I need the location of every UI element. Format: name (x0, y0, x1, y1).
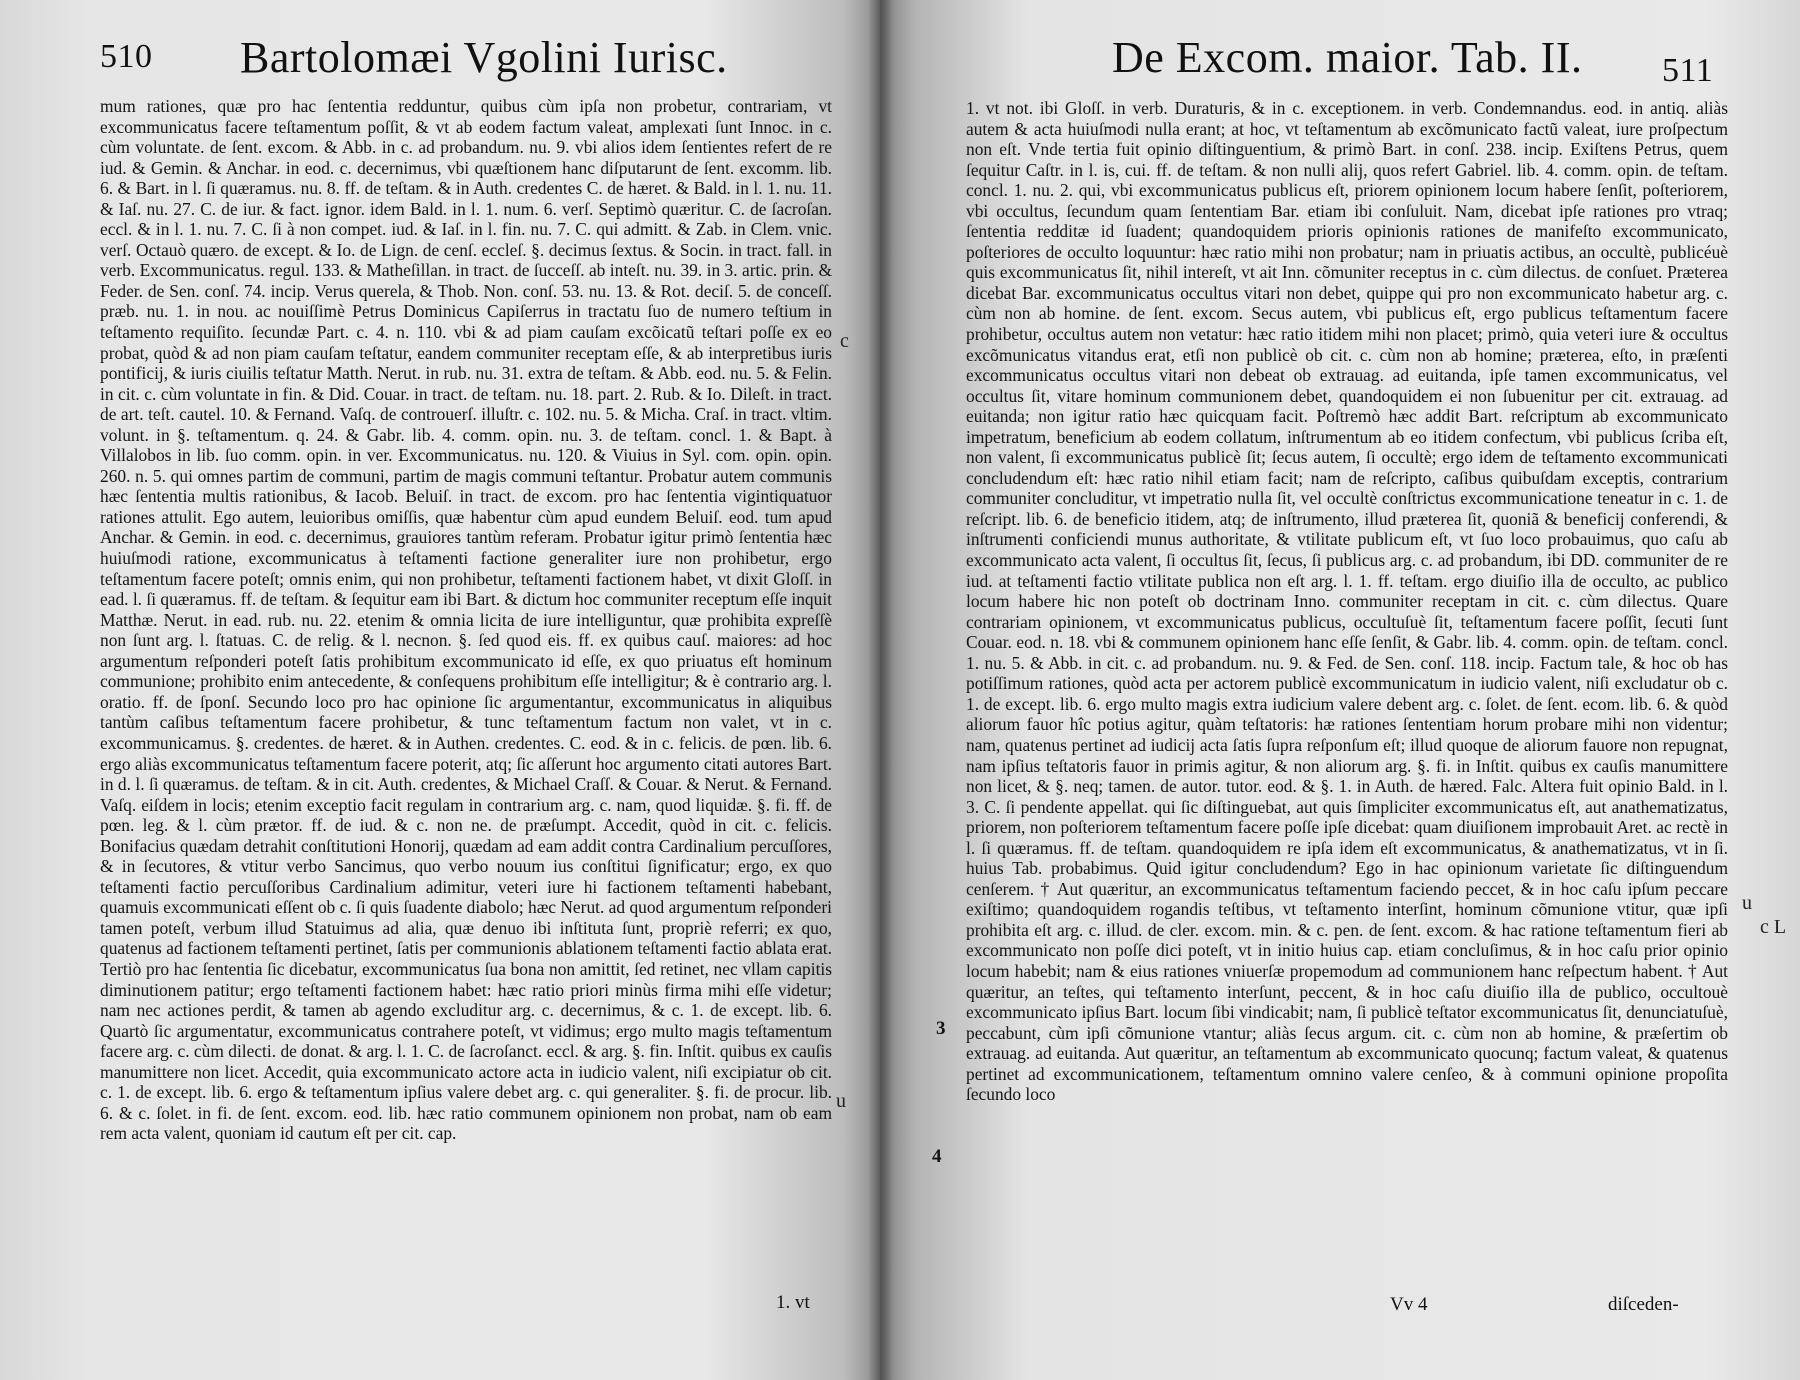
right-page (880, 0, 1800, 1380)
body-text: mum rationes, quæ pro hac ſententia redduntur, quibus cùm ipſa non probetur, contrariam, vt excommunicatus facere teſtamentum poſſit, & vt ab eodem factum valeat, amplexati ſunt Innoc. in c. cùm voluntate. de ſent. excom. & Abb. in c. ad probandum. nu. 9. vbi alios idem ſentientes refert de re iud. & Gemin. & Anchar. in eod. c. decernimus, vbi quæſtionem hanc diſputarunt de ſent. excomm. lib. 6. & Bart. in l. ſi quæramus. nu. 8. ff. de teſtam. & in Auth. credentes C. de hæret. & Bald. in l. 1. nu. 11. & Iaſ. nu. 27. C. de iur. & fact. ignor. idem Bald. in l. 1. num. 6. verſ. Septimò quæritur. C. de ſacroſan. eccl. & in l. 1. nu. 7. C. ſi à non compet. iud. & Iaſ. in l. fin. nu. 7. C. qui admitt. & Zab. in Clem. vnic. verſ. Octauò quæro. de except. & Io. de Lign. de cenſ. eccleſ. §. decimus ſextus. & Socin. in tract. fall. in verb. Excommunicatus. regul. 133. & Matheſillan. in tract. de ſucceſſ. ab inteſt. nu. 39. in 3. artic. prin. & Feder. de Sen. conſ. 74. incip. Verus querela, & Thob. Non. conſ. 53. nu. 13. & Rot. deciſ. 5. de conceſſ. præb. nu. 1. in nou. ac nouiſſimè Petrus Dominicus Capiſerrus in tractatu ſuo de numero teſtium in teſtamento requiſito. ſecundæ Part. c. 4. n. 110. vbi & ad piam cauſam excõicatũ teſtari poſſe ex eo probat, quòd & ad non piam cauſam teſtatur, eandem communiter receptam eſſe, & ab interpretibus iuris pontificij, & iuris ciuilis teſtatur Matth. Nerut. in rub. nu. 31. extra de teſtam. & Abb. eod. nu. 5. & Felin. in cit. c. cùm voluntate in fin. & Did. Couar. in tract. de teſtam. nu. 18. part. 2. Rub. & Io. Dileſt. in tract. de art. teſt. cautel. 10. & Fernand. Vaſq. de controuerſ. illuſtr. c. 102. nu. 5. & Micha. Craſ. in tract. vltim. volunt. in §. teſtamentum. q. 24. & Gabr. lib. 4. comm. opin. nu. 3. de teſtam. concl. 1. & Bapt. à Villalobos in lib. ſuo comm. opin. in ver. Excommunicatus. nu. 120. & Viuius in Syl. com. opin. opin. 260. n. 5. qui omnes partim de communi, partim de magis communi teſtantur. Probatur autem communis hæc ſententia multis rationibus, & Iacob. Beluiſ. in tract. de excom. pro hac ſententia vigintiquatuor rationes attulit. Ego autem, leuioribus omiſſis, quæ habentur cùm apud eundem Beluiſ. eod. tum apud Anchar. & Gemin. in eod. c. decernimus, grauiores tantùm referam. Probatur igitur primò ſententia hæc huiuſmodi ratione, excommunicatus à teſtamenti factione generaliter iure non prohibetur, ergo teſtamentum facere poteſt; omnis enim, qui non prohibetur, teſtamenti factionem habet, vt dixit Gloſſ. in ead. l. ſi quæramus. ff. de teſtam. & ſequitur eam ibi Bart. & dictum hoc communiter receptum eſſe inquit Matthæ. Nerut. in ead. rub. nu. 22. etenim & omnia licita de iure intelliguntur, quæ prohibita expreſſè non ſunt arg. l. ſtatuas. C. de relig. & l. necnon. §. ſed quod eis. ff. ex quibus cauſ. maiores: ad hoc argumentum reſponderi poteſt ſatis prohibitum excommunicato id eſſe, ex quo priuatus eſt hominum communione; prohibito enim antecedente, & conſequens prohibitum eſſe intelligitur; & è contrario arg. l. oratio. ff. de ſponſ. Secundo loco pro hac opinione ſic argumentantur, excommunicatus in aliquibus tantùm caſibus teſtamentum facere prohibetur, & tunc teſtamentum factum non valet, vt in c. excommunicamus. §. credentes. de hæret. & in Authen. credentes. C. eod. & in c. felicis. de pœn. lib. 6. ergo aliàs excommunicatus teſtamentum facere poterit, atq; ſic aſſerunt hoc argumento citati autores Bart. in d. l. ſi quæramus. de teſtam. & in cit. Auth. credentes, & Michael Craſſ. & Couar. & Nerut. & Fernand. Vaſq. eiſdem in locis; etenim exceptio facit regulam in contrarium arg. c. nam, quod liquidæ. §. fi. ff. de pœn. leg. & l. cùm prætor. ff. de iud. & c. non ne. de præſumpt. Accedit, quòd in cit. c. felicis. Bonifacius quædam detrahit conſtitutioni Honorij, quædam ad eam addit contra Cardinalium percuſſores, & in ſecutores, & vtitur verbo Sancimus, quo verbo nouum ius conſtitui ſignificatur; ergo, ex quo teſtamenti factio percuſſoribus Cardinalium adimitur, veteri iure hi factionem teſtamenti habebant, quamuis excommunicati eſſent ob c. ſi quis ſuadente diabolo; hæc Nerut. ad quod argumentum reſponderi tamen poteſt, verbum illud Statuimus ad alia, quæ denuo ibi inſtituta ſunt, propriè referri; ex quo, quatenus ad factionem teſtamenti pertinet, ſatis per communionis ablationem teſtamenti factio ablata erat. Tertiò pro hac ſententia ſic dicebatur, excommunicatus ſua bona non amittit, ſed retinet, nec vllam capitis diminutionem patitur; ergo teſtamenti factionem habet: hæc ratio priori minùs firma mihi eſſe videtur; nam nec actiones perdit, & tamen ab agendo excluditur arg. c. decernimus, & c. 1. de except. lib. 6. Quartò ſic argumentatur, excommunicatus contrahere poteſt, vt vidimus; ergo multo magis teſtamentum facere arg. c. cùm dilecti. de donat. & arg. l. 1. C. de ſacroſanct. eccl. & arg. §. fin. Inſtit. quibus ex cauſis manumittere non licet. Accedit, quia excommunicato actore acta in iudicio valent, niſi excipiatur ob cit. c. 1. de except. lib. 6. ergo & teſtamentum ipſius valere debet arg. c. qui generaliter. §. fi. de procur. lib. 6. & c. ſolet. in fi. de ſent. excom. eod. lib. hæc ratio communem opinionem non probat, nam ob eam rem acta valent, quoniam id cautum eſt per cit. cap. (100, 96, 832, 1144)
margin-note: u (836, 1090, 846, 1112)
page-number: 510 (100, 38, 153, 75)
text-column (966, 98, 1728, 1288)
signature-mark: Vv 4 (1390, 1294, 1428, 1315)
running-head: Bartolomæi Vgolini Iurisc. (240, 33, 728, 82)
margin-note: c L (1760, 916, 1787, 938)
margin-note: u (1742, 892, 1752, 914)
left-page (0, 0, 880, 1380)
body-text: 1. vt not. ibi Gloſſ. in verb. Duraturis, & in c. exceptionem. in verb. Condemnandus. eod. in antiq. aliàs autem & acta huiuſmodi nulla erant; at hoc, vt teſtamentum ab excõmunicato factũ valeat, iure proſpectum non eſt. Vnde tertia fuit opinio diſtinguentium, & primò Bart. in conſ. 238. incip. Exiſtens Petrus, quem ſequitur Caſtr. in l. is, cui. ff. de teſtam. & non nulli alij, quos refert Gabriel. lib. 4. comm. opin. de teſtam. concl. 1. nu. 2. qui, vbi excommunicatus publicus eſt, priorem opinionem locum habere ſenſit, poſteriorem, vbi occultus, ſecundum quam ſententiam Bar. etiam ibi conſuluit. Nam, dicebat ipſe rationes pro vtraq; ſententia redditæ id ſuadent; quandoquidem prioris opinionis rationes de manifeſto excommunicato, poſteriores de occulto loquuntur: hæc ratio mihi non probatur; nam in priuatis actibus, an occultè, publicéuè quis excommunicatus ſit, nihil intereſt, vt ait Inn. cõmuniter receptus in c. cùm dilectus. de conſuet. Præterea dicebat Bar. excommunicatus occultus vitari non debet, quippe qui pro non excommunicato habetur arg. c. cùm non ab homine. de ſent. excom. Secus autem, vbi publicus eſt, ergo publicus teſtamentum facere prohibetur, occultus autem non vetatur: hæc ratio itidem mihi non placet; primò, quia veteri iure & occultus excõmunicatus vitandus erat, etſi non publicè ob cit. c. cùm non ab homine; præterea, eſto, in præſenti excommunicatus occultus vitari non debeat ob extrauag. ad euitanda, ipſe tamen excommunicatus, vel occultus ſit, vitare hominum communionem debet, quandoquidem ei non ſubuenitur per cit. extrauag. ad euitanda; non igitur ratio hæc quicquam facit. Poſtremò hæc addit Bart. reſcriptum ab excommunicato impetratum, beneficium ab eodem collatum, inſtrumentum ab eo itidem confectum, vbi publicus ſcriba eſt, non valent, ſi excommunicatus publicè ſit; ſecus autem, ſi occultè; ergo idem de teſtamento excommunicati concludendum eſt: hæc ratio nihil etiam facit; nam de reſcripto, caſibus quibuſdam exceptis, contrarium communiter concluditur, vt impetratio nulla ſit, vel occultè conſtrictus excommunicatione teneatur in c. 1. de reſcript. lib. 6. de beneficio itidem, atq; de inſtrumento, illud præterea ſit, quoniã & beneficij conferendi, & inſtrumenti conficiendi munus authoritate, & vtilitate publicum eſt, vt ſuo loco probauimus, quo caſu ab excommunicato acta valent, ſi occultus ſit, ſecus, ſi publicus arg. c. ad probandum, ibi DD. communiter de re iud. at teſtamenti factio vtilitate publica non eſt arg. l. 1. ff. teſtam. ergo diuiſio illa de occulto, ac publico locum habere hic non poteſt ob doctrinam Inno. communiter receptam in cit. c. cùm dilectus. Quare contrariam opinionem, vt excommunicatus publicus, occultuſuè ſit, teſtamentum facere poſſit, ſecuti ſunt Couar. eod. n. 18. vbi & communem opinionem hanc eſſe ſenſit, & Gabr. lib. 4. comm. opin. de teſtam. concl. 1. nu. 5. & Abb. in cit. c. ad probandum. nu. 9. & Fed. de Sen. conſ. 118. incip. Factum tale, & hoc ob has potiſſimum rationes, quòd acta per actorem publicè excommunicatum in iudicio valent, niſi excludatur ob c. 1. de except. lib. 6. ergo multo magis extra iudicium valere debent arg. c. ſolet. de ſent. ecom. lib. 6. & quòd aliorum fauor hîc potius agitur, quàm teſtatoris: hæ rationes ſententiam horum probare mihi non videntur; nam, quatenus pertinet ad iudicij acta ſatis ſupra reſponſum eſt; illud quoque de aliorum fauore non repugnat, nam ipſius teſtatoris fauor in primis agitur, & non aliorum arg. §. fi. in Inſtit. quibus ex cauſis manumittere non licet, & §. neq; tamen. de autor. tutor. eod. & §. 1. in Auth. de hæred. Falc. Altera fuit opinio Bald. in l. 3. C. ſi pendente appellat. qui ſic diſtinguebat, aut quis ſimpliciter excommunicatus eſt, aut anathematizatus, priorem, non poſteriorem teſtamentum facere poſſe ipſe dicebat: quam diuiſionem improbauit Aret. ac rectè in l. ſi quæramus. ff. de teſtam. quandoquidem re ipſa idem eſt excommunicatus, & anathematizatus, vt in ſi. huius Tab. probabimus. Quid igitur concludendum? Ego in hac opinionum varietate ſic diſtinguendum cenſerem. † Aut quæritur, an excommunicatus teſtamentum faciendo peccet, & in hoc caſu ipſum peccare exiſtimo; quandoquidem rogandis teſtibus, vt teſtamento interſint, hominum cõmunione vtitur, quæ ipſi prohibita eſt arg. c. illud. de cler. excom. min. & c. pen. de ſent. excom. & hac ratione teſtamentum fieri ab excommunicato non poſſe dici poteſt, vt in initio huius cap. etiam concluſimus, & in hoc caſu prior opinio locum habebit; nam & eius rationes vniuerſæ propemodum ad communionem hanc reſpectum habent. † Aut quæritur, an teſtes, qui teſtamento interſunt, peccent, & in hoc caſu diuiſio illa de publico, occultouè excommunicato ipſius Bart. locum ſibi vindicabit; nam, ſi publicè teſtator excommunicatus ſit, denunciatuſuè, peccabunt, cùm ipſi cõmunione vtantur; aliàs ſecus argum. cit. c. cùm non ab homine, & præſertim ob extrauag. ad euitanda. Aut quæritur, an teſtamentum ab excommunicato quocunq; factum valeat, & quatenus pertinet ad excommunicationem, teſtamentum omnino valere cenſeo, & à communi opinione propoſita ſecundo loco (966, 98, 1728, 1105)
catchword: 1. vt (776, 1292, 810, 1313)
book-gutter (868, 0, 894, 1380)
margin-number: 3 (936, 1018, 946, 1039)
catchword: diſceden- (1608, 1294, 1679, 1315)
page-number: 511 (1662, 52, 1714, 89)
text-column (100, 96, 832, 1286)
margin-number: 4 (932, 1146, 942, 1167)
running-head: De Excom. maior. Tab. II. (1112, 33, 1583, 82)
margin-note: c (840, 330, 849, 352)
